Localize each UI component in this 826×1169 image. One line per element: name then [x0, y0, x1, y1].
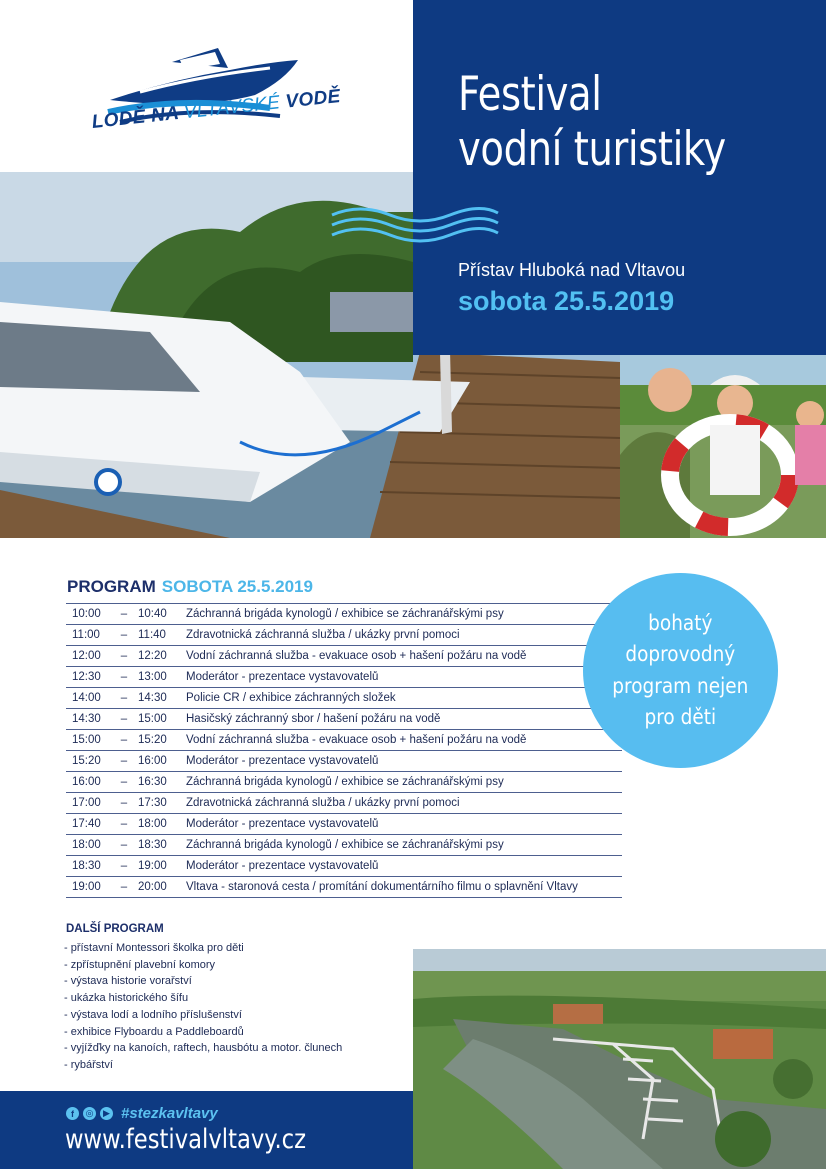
- promo-bubble: bohatý doprovodný program nejen pro děti: [583, 573, 778, 768]
- time-separator: –: [120, 608, 128, 620]
- schedule-row: [66, 751, 622, 772]
- start-time: 12:30: [72, 671, 101, 683]
- activity-description: Zdravotnická záchranná služba / ukázky první pomoci: [186, 797, 460, 809]
- start-time: 16:00: [72, 776, 101, 788]
- activity-description: Záchranná brigáda kynologů / exhibice se záchranářskými psy: [186, 839, 504, 851]
- list-item: - exhibice Flyboardu a Paddleboardů: [64, 1025, 244, 1038]
- schedule-row: [66, 604, 622, 625]
- start-time: 18:00: [72, 839, 101, 851]
- list-item: - výstava lodí a lodního příslušenství: [64, 1008, 242, 1021]
- activity-description: Moderátor - prezentace vystavovatelů: [186, 671, 379, 683]
- activity-description: Záchranná brigáda kynologů / exhibice se záchranářskými psy: [186, 776, 504, 788]
- time-separator: –: [120, 755, 128, 767]
- end-time: 15:20: [138, 734, 167, 746]
- start-time: 18:30: [72, 860, 101, 872]
- aerial-photo: [413, 949, 826, 1169]
- logo-wordmark: LODĚ NA VLTAVSKÉ VODĚ: [90, 85, 342, 133]
- end-time: 11:40: [138, 629, 166, 641]
- activity-description: Policie ČR / exhibice záchranných složek: [186, 692, 396, 704]
- list-item: - rybářství: [64, 1058, 113, 1071]
- time-separator: –: [120, 818, 128, 830]
- end-time: 17:30: [138, 797, 167, 809]
- end-time: 18:30: [138, 839, 167, 851]
- list-item: - zpřístupnění plavební komory: [64, 958, 216, 971]
- activity-description: Vodní záchranná služba - evakuace osob + hašení požáru na vodě: [186, 650, 527, 662]
- end-time: 12:20: [138, 650, 167, 662]
- schedule-row: [66, 646, 622, 667]
- extra-program-list: [64, 940, 342, 1074]
- program-heading: PROGRAM SOBOTA 25.5.2019: [67, 577, 313, 596]
- time-separator: –: [120, 860, 128, 872]
- instagram-icon[interactable]: ◎: [83, 1107, 96, 1120]
- schedule-row: [66, 793, 622, 814]
- schedule-row: [66, 814, 622, 835]
- venue-text: Přístav Hluboká nad Vltavou: [458, 260, 686, 280]
- activity-description: Moderátor - prezentace vystavovatelů: [186, 755, 379, 767]
- start-time: 15:00: [72, 734, 101, 746]
- website-link[interactable]: www.festivalvltavy.cz: [65, 1124, 307, 1155]
- list-item: - přístavní Montessori školka pro děti: [64, 942, 244, 954]
- start-time: 10:00: [72, 608, 101, 620]
- schedule-row: [66, 856, 622, 877]
- end-time: 14:30: [138, 692, 167, 704]
- start-time: 17:00: [72, 797, 101, 809]
- youtube-icon[interactable]: ▶: [100, 1107, 113, 1120]
- time-separator: –: [120, 650, 128, 662]
- page-title: Festival vodní turistiky: [458, 67, 726, 177]
- schedule-row: [66, 625, 622, 646]
- extra-program-heading: DALŠÍ PROGRAM: [66, 923, 164, 935]
- list-item: - vyjížďky na kanoích, raftech, hausbótu a motor. člunech: [64, 1042, 343, 1055]
- schedule-row: [66, 709, 622, 730]
- start-time: 19:00: [72, 881, 101, 893]
- schedule-row: [66, 835, 622, 856]
- start-time: 17:40: [72, 818, 101, 830]
- schedule-row: [66, 772, 622, 793]
- activity-description: Moderátor - prezentace vystavovatelů: [186, 818, 379, 830]
- time-separator: –: [120, 713, 128, 725]
- end-time: 13:00: [138, 671, 167, 683]
- list-item: - výstava historie vorařství: [64, 975, 192, 988]
- time-separator: –: [120, 692, 128, 704]
- hashtag[interactable]: #stezkavltavy: [121, 1105, 218, 1122]
- activity-description: Moderátor - prezentace vystavovatelů: [186, 860, 379, 872]
- activity-description: Záchranná brigáda kynologů / exhibice se záchranářskými psy: [186, 608, 504, 620]
- time-separator: –: [120, 629, 128, 641]
- schedule-row: [66, 688, 622, 709]
- time-separator: –: [120, 839, 128, 851]
- schedule-row: [66, 730, 622, 751]
- end-time: 18:00: [138, 818, 167, 830]
- schedule-row: [66, 877, 622, 898]
- program-schedule: [66, 603, 622, 898]
- start-time: 11:00: [72, 629, 100, 641]
- start-time: 12:00: [72, 650, 101, 662]
- wave-icon: [330, 205, 500, 245]
- start-time: 15:20: [72, 755, 101, 767]
- time-separator: –: [120, 671, 128, 683]
- end-time: 10:40: [138, 608, 167, 620]
- activity-description: Hasičský záchranný sbor / hašení požáru na vodě: [186, 713, 441, 725]
- kids-photo: [620, 355, 826, 538]
- end-time: 15:00: [138, 713, 167, 725]
- event-date: sobota 25.5.2019: [458, 286, 675, 316]
- social-links: [66, 1105, 218, 1122]
- end-time: 16:00: [138, 755, 167, 767]
- end-time: 16:30: [138, 776, 167, 788]
- list-item: - ukázka historického šífu: [64, 992, 189, 1005]
- end-time: 19:00: [138, 860, 167, 872]
- time-separator: –: [120, 734, 128, 746]
- start-time: 14:00: [72, 692, 101, 704]
- time-separator: –: [120, 797, 128, 809]
- time-separator: –: [120, 776, 128, 788]
- start-time: 14:30: [72, 713, 101, 725]
- end-time: 20:00: [138, 881, 167, 893]
- facebook-icon[interactable]: f: [66, 1107, 79, 1120]
- schedule-row: [66, 667, 622, 688]
- activity-description: Zdravotnická záchranná služba / ukázky první pomoci: [186, 629, 460, 641]
- activity-description: Vltava - staronová cesta / promítání dokumentárního filmu o splavnění Vltavy: [186, 881, 578, 893]
- activity-description: Vodní záchranná služba - evakuace osob + hašení požáru na vodě: [186, 734, 527, 746]
- time-separator: –: [120, 881, 128, 893]
